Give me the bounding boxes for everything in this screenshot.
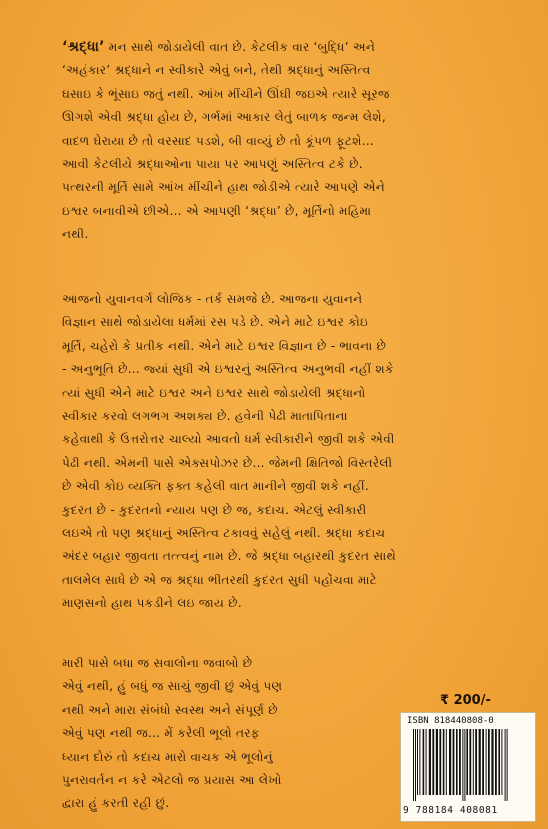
text-line: ત્યાં સુધી એને માટે ઇશ્વર અને ઇશ્વર સાથે જોડાયેલી શ્રદ્ધાનો [62,385,366,400]
barcode-digits: 9 788184 408081 [403,805,498,816]
text-line: કહેવાથી કે ઉત્તરોત્તર ચાલ્યો આવતો ધર્મ સ્વીકારીને જીવી શકે એવી [62,432,395,447]
text-line: મૂર્તિ, ચહેરો કે પ્રતીક નથી. એને માટે ઇશ્વર વિજ્ઞાન છે - ભાવના છે [62,338,387,353]
text-line: ઘસાઇ કે ભૂંસાઇ જતું નથી. આંખ મીંચીને ઊંઘી જઇએ ત્યારે સૂરજ [62,86,390,101]
text-line: કુદરત છે - કુદરતનો ન્યાય પણ છે જ, કદાચ. એટલું સ્વીકારી [62,502,367,517]
text-line: મારી પાસે બધા જ સવાલોના જવાબો છે [62,656,253,670]
text-line: અંદર બહાર જીવતા તત્ત્વનું નામ છે. જે શ્રદ્ધા બહારથી કુદરત સાથે [62,549,397,564]
text-line: એવું પણ નથી જ... મેં કરેલી ભૂલો તરફ [62,726,260,741]
text-line: પેઢી નથી. એમની પાસે એક્સપોઝર છે... જેમની ક્ષિતિજો વિસ્તરેલી [62,455,393,470]
text-line: માણસનો હાથ પકડીને લઇ જાય છે. [62,596,242,611]
text-line: - અનુભૂતિ છે... જ્યાં સુધી એ ઇશ્વરનું અસ્તિત્વ અનુભવી નહીં શકે [62,362,394,377]
text-line: ‘અહંકાર’ શ્રદ્ધાને ન સ્વીકારે એવું બને, તેથી શ્રદ્ધાનું અસ્તિત્વ [62,63,371,78]
text-line: એવું નથી, હું બધું જ સાચું જીવી છું એવું પણ [62,679,283,694]
text-line: વિજ્ઞાન સાથે જોડાયેલા ધર્મમાં રસ પડે છે. એને માટે ઇશ્વર કોઇ [62,315,369,330]
text-line: છે એવી કોઇ વ્યક્તિ ફક્ત કહેલી વાત માનીને જીવી શકે નહીં. [62,479,369,494]
price-label: ₹ 200/- [440,693,491,708]
text-line: ‘શ્રદ્ધા’ મન સાથે જોડાયેલી વાત છે. કેટલીક વાર ‘બુદ્ધિ’ અને [62,39,376,55]
text-line: વાદળ ઘેરાયા છે તો વરસાદ પડશે, બી વાવ્યું છે તો કૂંપળ ફૂટશે... [62,133,375,148]
text-line: તાલમેલ સાધે છે એ જ શ્રદ્ધા ભીતરથી કુદરત સુધી પહોંચવા માટે [62,572,378,587]
text-line: દ્વારા હું કરતી રહી છું. [62,796,170,811]
barcode-bars [411,729,525,801]
text-line: ઊગશે એવી શ્રદ્ધા હોય છે, ગર્ભમાં આકાર લેતું બાળક જન્મ લેશે, [62,110,386,125]
text-line: નથી. [62,227,89,242]
text-line: ઇશ્વર બનાવીએ છીએ... એ આપણી ‘શ્રદ્ધા’ છે, મૂર્તિનો મહિમા [62,203,372,218]
text-line: ધ્યાન દોરું તો કદાચ મારો વાચક એ ભૂલોનું [62,749,273,764]
isbn-number: ISBN 818440808-0 [407,716,494,726]
text-line: આજનો યુવાનવર્ગ લોજિક - તર્ક સમજે છે. આજના યુવાનને [62,292,363,306]
text-line: આવી કેટલીયે શ્રદ્ધાઓના પાયા પર આપણું અસ્તિત્વ ટકે છે. [62,157,363,172]
paragraph-youth [62,288,502,616]
text-line: પુનરાવર્તન ન કરે એટલો જ પ્રયાસ આ લેખો [62,773,282,788]
isbn-barcode [400,712,536,822]
paragraph-author-note [62,652,392,816]
text-line: પત્થરની મૂર્તિ સામે આંખ મીંચીને હાથ જોડીએ ત્યારે આપણે એને [62,180,386,195]
text-line: નથી અને મારા સંબંધો સ્વસ્થ અને સંપૂર્ણ છે [62,702,278,717]
lead-word: ‘શ્રદ્ધા’ [62,39,105,55]
paragraph-shraddha [62,36,502,247]
text-line: સ્વીકાર કરવો લગભગ અશક્ય છે. હવેની પેઢી માતાપિતાના [62,409,348,424]
text-line: લઇએ તો પણ શ્રદ્ધાનું અસ્તિત્વ ટકાવવું સહેલું નથી. શ્રદ્ધા કદાચ [62,526,386,541]
